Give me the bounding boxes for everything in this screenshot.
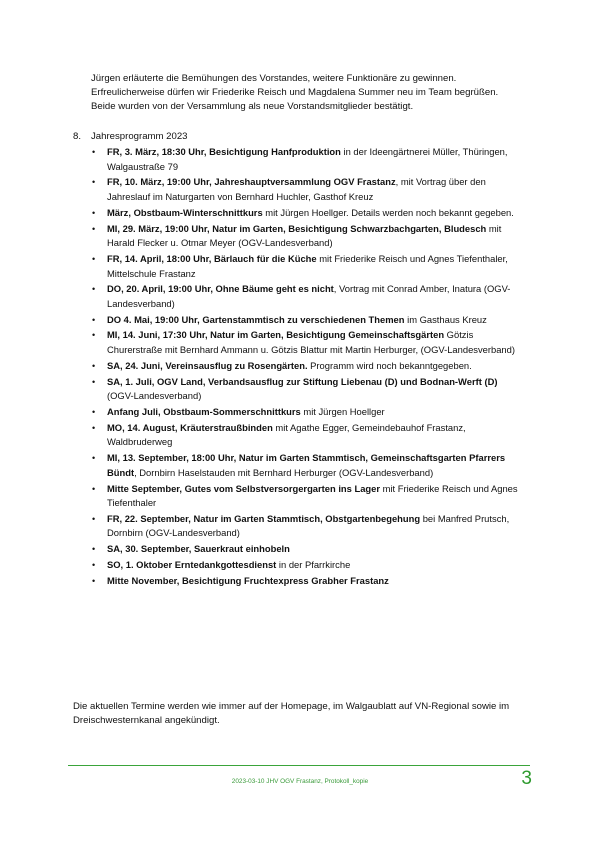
program-item-detail: in der Pfarrkirche <box>276 559 351 571</box>
program-item-detail: mit Friederike Reisch und Agnes Tiefenthaler, Mittelschule Frastanz <box>107 252 508 279</box>
bullet-icon: • <box>92 422 96 433</box>
program-item-detail: mit Harald Flecker u. Otmar Meyer (OGV-Landesverband) <box>107 222 502 249</box>
program-item-highlight: SA, 1. Juli, OGV Land, Verbandsausflug zur Stiftung Liebenau (D) und Bodnan-Werft (D) <box>107 375 498 387</box>
program-item-highlight: März, Obstbaum-Winterschnittkurs <box>107 206 263 218</box>
footer-divider <box>68 765 530 766</box>
program-item <box>88 222 523 251</box>
program-item <box>88 252 523 281</box>
program-item-detail: in der Ideengärtnerei Müller, Thüringen, Walgaustraße 79 <box>107 146 508 172</box>
program-item-highlight: SA, 30. September, Sauerkraut einhobeln <box>107 543 290 555</box>
bullet-icon: • <box>92 453 96 464</box>
program-item <box>88 542 523 557</box>
program-item-detail: mit Friederike Reisch und Agnes Tiefenthaler <box>107 482 518 509</box>
program-item-highlight: DO, 20. April, 19:00 Uhr, Ohne Bäume geht es nicht <box>107 283 334 295</box>
section-title: Jahresprogramm 2023 <box>91 131 188 142</box>
program-item-highlight: MI, 13. September, 18:00 Uhr, Natur im Garten Stammtisch, Gemeinschaftsgarten Pfarrers Bündt <box>107 452 506 478</box>
bullet-icon: • <box>92 513 96 524</box>
program-item <box>88 175 523 204</box>
bullet-icon: • <box>92 406 96 417</box>
program-item <box>88 482 523 511</box>
program-item-detail: , Vortrag mit Conrad Amber, Inatura (OGV-Landesverband) <box>107 283 511 309</box>
bullet-icon: • <box>92 330 96 341</box>
program-item-highlight: MI, 14. Juni, 17:30 Uhr, Natur im Garten, Besichtigung Gemeinschaftsgärten <box>107 329 445 341</box>
program-item-highlight: SO, 1. Oktober Erntedankgottesdienst <box>107 559 277 571</box>
program-item-detail: Programm wird noch bekanntgegeben. <box>307 359 472 371</box>
section-heading <box>73 130 513 144</box>
footer-text: 2023-03-10 JHV OGV Frastanz, Protokoll_kopie <box>231 778 369 785</box>
program-item <box>88 282 523 311</box>
bullet-icon: • <box>92 253 96 264</box>
program-item <box>88 359 523 374</box>
program-item-detail: , mit Vortrag über den Jahreslauf im Naturgarten von Bernhard Huchler, Gasthof Kreuz <box>107 176 486 202</box>
bullet-icon: • <box>92 483 96 494</box>
bullet-icon: • <box>92 177 96 188</box>
program-item-highlight: Anfang Juli, Obstbaum-Sommerschnittkurs <box>107 405 301 417</box>
bullet-icon: • <box>92 147 96 157</box>
program-list <box>88 145 523 590</box>
outro-paragraph: Die aktuellen Termine werden wie immer auf der Homepage, im Walgaublatt auf VN-Regional sowie im Dreischwesternkanal angekündigt. <box>73 701 510 726</box>
program-item-detail: mit Agathe Egger, Gemeindebauhof Frastanz, Waldbruderweg <box>107 421 466 448</box>
program-item <box>88 328 523 357</box>
program-item <box>88 145 523 174</box>
section-number: 8. <box>73 131 82 142</box>
program-item-detail: , Dornbirn Haselstauden mit Bernhard Herburger (OGV-Landesverband) <box>134 466 434 478</box>
program-item-highlight: FR, 14. April, 18:00 Uhr, Bärlauch für die Küche <box>107 252 317 264</box>
program-item-detail: Götzis Churerstraße mit Bernhard Ammann u. Götzis Blattur mit Martin Herburger, (OGV-Landesverband) <box>107 329 515 356</box>
intro-paragraph: Jürgen erläuterte die Bemühungen des Vorstandes, weitere Funktionäre zu gewinnen. Erfreulicherweise dürfen wir Friederike Reisch und Magdalena Summer neu im Team begrüßen. Beide wurden von der Versammlung als neue Vorstandsmitglieder bestätigt. <box>91 73 499 112</box>
program-item-highlight: DO 4. Mai, 19:00 Uhr, Gartenstammtisch zu verschiedenen Themen <box>107 313 405 325</box>
program-item-detail: mit Jürgen Hoellger. Details werden noch bekannt gegeben. <box>262 206 514 218</box>
page-number: 3 <box>521 768 532 789</box>
program-item <box>88 405 523 420</box>
bullet-icon: • <box>92 575 96 586</box>
program-item <box>88 313 523 328</box>
program-item-detail: bei Manfred Prutsch, Dornbirn (OGV-Landesverband) <box>107 512 510 539</box>
bullet-icon: • <box>92 376 96 387</box>
bullet-icon: • <box>92 544 96 555</box>
program-item-detail: im Gasthaus Kreuz <box>404 313 487 325</box>
program-item <box>88 421 523 450</box>
program-item <box>88 206 523 221</box>
program-item-highlight: FR, 22. September, Natur im Garten Stammtisch, Obstgartenbegehung <box>107 512 421 524</box>
program-item-highlight: FR, 10. März, 19:00 Uhr, Jahreshauptversammlung OGV Frastanz <box>107 176 396 188</box>
program-item-detail: mit Jürgen Hoellger <box>300 405 385 417</box>
program-item-highlight: SA, 24. Juni, Vereinsausflug zu Rosengärten. <box>107 359 308 371</box>
bullet-icon: • <box>92 360 96 371</box>
bullet-icon: • <box>92 284 96 295</box>
bullet-icon: • <box>92 223 96 234</box>
program-item-detail: (OGV-Landesverband) <box>107 390 202 402</box>
program-item <box>88 574 523 589</box>
program-item <box>88 512 523 541</box>
program-item-highlight: Mitte November, Besichtigung Fruchtexpress Grabher Frastanz <box>107 574 389 586</box>
program-item <box>88 375 523 404</box>
program-item-highlight: Mitte September, Gutes vom Selbstversorgergarten ins Lager <box>107 482 381 494</box>
bullet-icon: • <box>92 560 96 571</box>
program-item-highlight: MI, 29. März, 19:00 Uhr, Natur im Garten, Besichtigung Schwarzbachgarten, Bludesch <box>107 222 487 234</box>
bullet-icon: • <box>92 314 96 325</box>
program-item <box>88 451 523 480</box>
bullet-icon: • <box>92 207 96 218</box>
program-item-highlight: MO, 14. August, Kräuterstraußbinden <box>107 421 273 433</box>
program-item-highlight: FR, 3. März, 18:30 Uhr, Besichtigung Hanfproduktion <box>107 146 341 157</box>
program-item <box>88 558 523 573</box>
